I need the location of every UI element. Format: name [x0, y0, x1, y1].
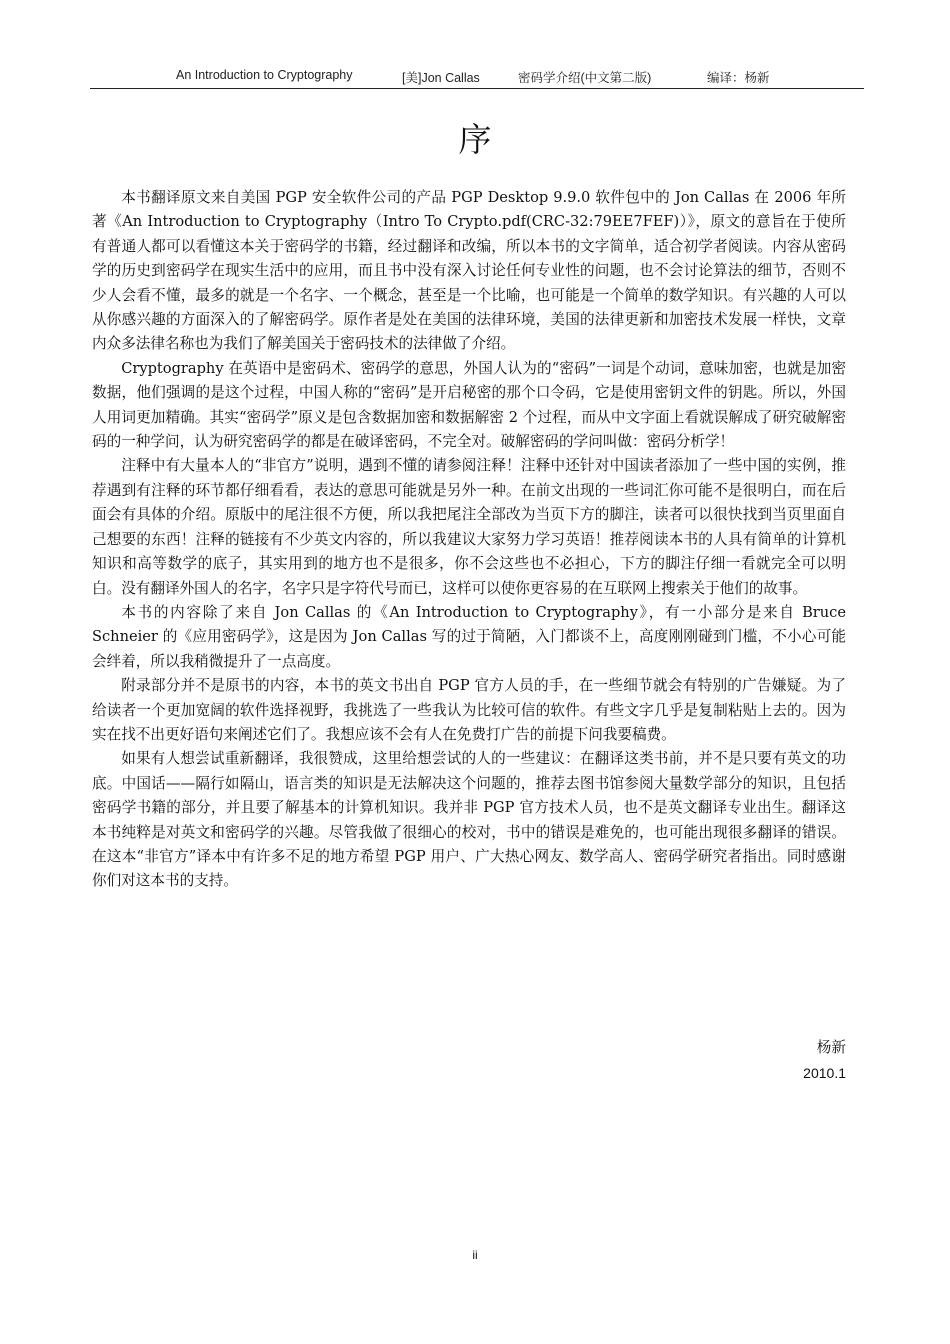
preface-body: [92, 186, 846, 894]
paragraph: 附录部分并不是原书的内容，本书的英文书出自 PGP 官方人员的手，在一些细节就会有特别的广告嫌疑。为了给读者一个更加宽阔的软件选择视野，我挑选了一些我认为比较可信的软件。有些文字几乎是复制粘贴上去的。因为实在找不出更好语句来阐述它们了。我想应该不会有人在免费打广告的前提下问我要稿费。: [92, 677, 846, 743]
header-book-title: An Introduction to Cryptography: [176, 68, 353, 82]
header-chinese-title: 密码学介绍(中文第二版): [518, 71, 652, 85]
paragraph: Cryptography 在英语中是密码术、密码学的意思，外国人认为的“密码”一词是个动词，意味加密，也就是加密数据，他们强调的是这个过程，中国人称的“密码”是开启秘密的那个口令码，它是使用密钥文件的钥匙。所以，外国人用词更加精确。其实“密码学”原义是包含数据加密和数据解密 2 个过程，而从中文字面上看就误解成了研究破解密码的一种学问，认为研究密码学的都是在破译密码，不完全对。破解密码的学问叫做：密码分析学！: [92, 359, 846, 451]
signature-date: 2010.1: [803, 1065, 846, 1081]
header-author: [美]Jon Callas: [402, 71, 480, 85]
page-number: ii: [472, 1248, 478, 1262]
running-header: [90, 66, 864, 89]
signature-name: 杨新: [816, 1039, 846, 1056]
header-translator: 编译：杨新: [707, 71, 770, 85]
paragraph: 本书的内容除了来自 Jon Callas 的《An Introduction to Cryptography》，有一小部分是来自 Bruce Schneier 的《应用密码学》，这是因为 Jon Callas 写的过于简陋，入门都谈不上，高度刚刚碰到门槛，不小心可能会绊着，所以我稍微提升了一点高度。: [92, 603, 846, 670]
paragraph: 如果有人想尝试重新翻译，我很赞成，这里给想尝试的人的一些建议：在翻译这类书前，并不是只要有英文的功底。中国话——隔行如隔山，语言类的知识是无法解决这个问题的，推荐去图书馆参阅大量数学部分的知识，且包括密码学书籍的部分，并且要了解基本的计算机知识。我并非 PGP 官方技术人员，也不是英文翻译专业出生。翻译这本书纯粹是对英文和密码学的兴趣。尽管我做了很细心的校对，书中的错误是难免的，也可能出现很多翻译的错误。在这本“非官方”译本中有许多不足的地方希望 PGP 用户、广大热心网友、数学高人、密码学研究者指出。同时感谢你们对这本书的支持。: [92, 750, 846, 890]
paragraph: 注释中有大量本人的“非官方”说明，遇到不懂的请参阅注释！注释中还针对中国读者添加了一些中国的实例，推荐遇到有注释的环节都仔细看看，表达的意思可能就是另外一种。在前文出现的一些词汇你可能不是很明白，而在后面会有具体的介绍。原版中的尾注很不方便，所以我把尾注全部改为当页下方的脚注，读者可以很快找到当页里面自己想要的东西！注释的链接有不少英文内容的，所以我建议大家努力学习英语！推荐阅读本书的人具有简单的计算机知识和高等数学的底子，其实用到的地方也不是很多，你不会这些也不必担心，下方的脚注仔细一看就完全可以明白。没有翻译外国人的名字，名字只是字符代号而已，这样可以使你更容易的在互联网上搜索关于他们的故事。: [92, 457, 846, 597]
paragraph: 本书翻译原文来自美国 PGP 安全软件公司的产品 PGP Desktop 9.9.0 软件包中的 Jon Callas 在 2006 年所著《An Introduction to Cryptography（Intro To Crypto.pdf(CRC-32:79EE7FEF)）》，原文的意旨在于使所有普通人都可以看懂这本关于密码学的书籍，经过翻译和改编，所以本书的文字简单，适合初学者阅读。内容从密码学的历史到密码学在现实生活中的应用，而且书中没有深入讨论任何专业性的问题，也不会讨论算法的细节，否则不少人会看不懂，最多的就是一个名字、一个概念，甚至是一个比喻，也可能是一个简单的数学知识。有兴趣的人可以从你感兴趣的方面深入的了解密码学。原作者是处在美国的法律环境，美国的法律更新和加密技术发展一样快，文章内众多法律名称也为我们了解美国关于密码技术的法律做了介绍。: [92, 189, 846, 353]
page-title: 序: [458, 120, 492, 159]
